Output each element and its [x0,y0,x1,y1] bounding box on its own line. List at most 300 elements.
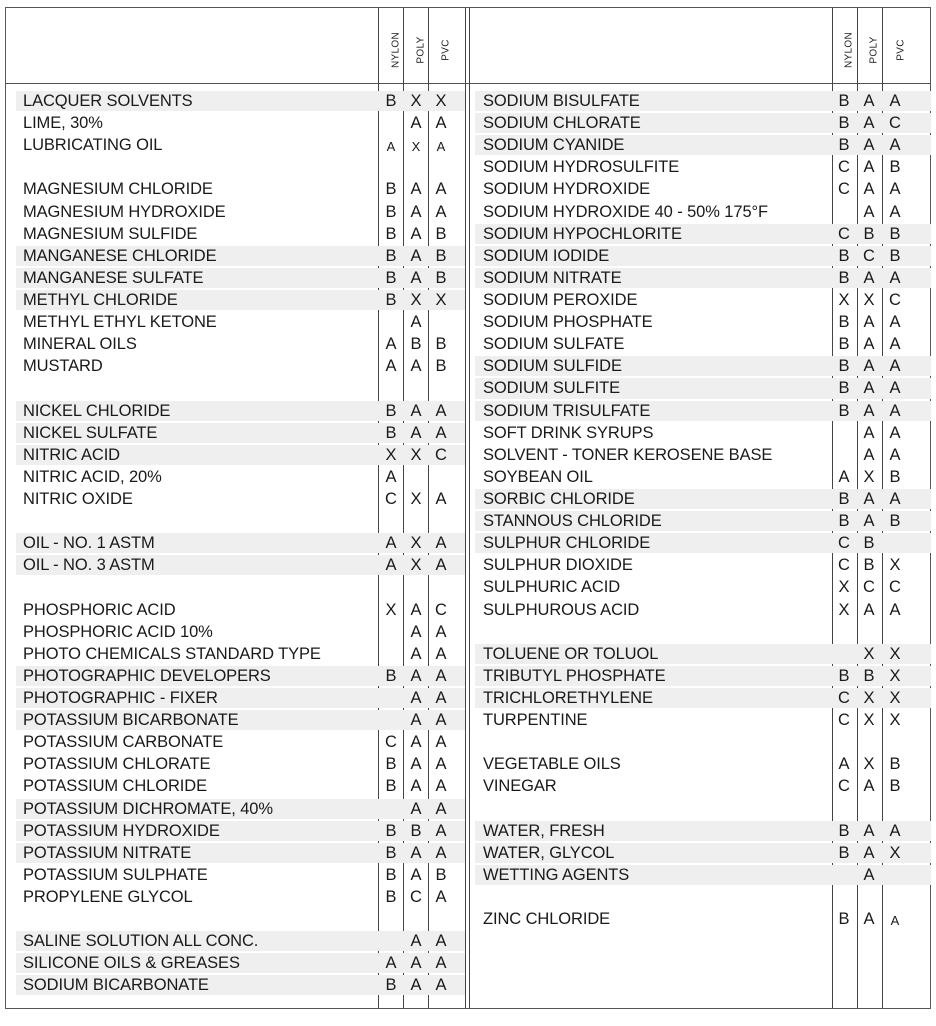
chemical-name: SODIUM SULFIDE [483,357,622,376]
rating-pvc: A [435,733,447,752]
table-row [6,201,465,223]
spacer-row [469,731,931,753]
rating-poly: A [410,932,422,951]
row-shading [16,378,465,398]
chemical-name: MAGNESIUM CHLORIDE [23,180,213,199]
rating-pvc: A [435,843,447,862]
rating-nylon: B [385,821,397,840]
chemical-name: SODIUM CYANIDE [483,136,625,155]
rating-nylon: X [838,290,850,309]
rating-nylon: X [385,445,397,464]
rating-pvc: X [435,290,447,309]
rating-poly: A [863,335,875,354]
rating-nylon: B [838,512,850,531]
chemical-name: MAGNESIUM HYDROXIDE [23,202,226,221]
left-header-poly [409,22,433,78]
rating-poly: A [410,799,422,818]
rating-pvc: C [889,114,901,133]
rating-pvc: X [889,711,901,730]
rating-nylon: X [838,600,850,619]
row-shading [475,732,931,752]
table-row [6,466,465,488]
rating-nylon: B [385,246,397,265]
chemical-name: ZINC CHLORIDE [483,910,611,929]
rating-poly: A [410,180,422,199]
table-row [469,576,931,598]
rating-nylon: B [385,224,397,243]
rating-poly: A [863,600,875,619]
rating-pvc: B [889,467,901,486]
rating-pvc: A [889,357,901,376]
rating-pvc: A [890,913,900,929]
table-row [469,709,931,731]
header-divider [6,83,930,84]
rating-pvc: A [889,489,901,508]
rating-poly: B [410,335,422,354]
rating-poly: X [410,534,422,553]
rating-nylon: C [385,489,397,508]
table-row [6,444,465,466]
rating-poly: X [410,290,422,309]
table-row [469,753,931,775]
rating-poly: X [863,290,875,309]
rating-poly: A [410,976,422,995]
rating-nylon: B [385,666,397,685]
rating-pvc: X [435,92,447,110]
rating-poly: A [410,688,422,707]
rating-nylon: A [385,357,397,376]
chemical-name: WATER, GLYCOL [483,843,615,862]
rating-poly: A [863,512,875,531]
table-row [6,798,465,820]
header-pvc-label: PVC [895,39,907,61]
chemical-name: SODIUM BISULFATE [483,92,640,110]
row-shading [475,622,931,642]
rating-pvc: A [435,401,447,420]
table-row [469,90,931,112]
chemical-name: SULPHUR DIOXIDE [483,556,633,575]
rating-pvc: B [889,512,901,531]
table-row [469,355,931,377]
rating-pvc: B [435,246,447,265]
chemical-name: MANGANESE SULFATE [23,268,204,287]
rating-pvc: A [889,379,901,398]
chemical-name: TRICHLORETHYLENE [483,688,653,707]
rating-nylon: B [838,489,850,508]
table-row [6,134,465,156]
rating-poly: A [410,954,422,973]
chemical-name: SODIUM CHLORATE [483,114,641,133]
table-row [6,775,465,797]
chemical-name: NICKEL CHLORIDE [23,401,171,420]
chemical-name: SODIUM HYDROXIDE 40 - 50% 175°F [483,202,768,221]
rating-pvc: B [435,224,447,243]
spacer-row [6,377,465,399]
chemical-name: SODIUM PHOSPHATE [483,313,653,332]
table-row [469,532,931,554]
table-row [469,820,931,842]
chemical-name: PHOSPHORIC ACID 10% [23,622,213,641]
rating-pvc: B [889,158,901,177]
rating-poly: X [410,92,422,110]
header-poly-label: POLY [868,36,880,64]
chemical-name: TRIBUTYL PHOSPHATE [483,666,666,685]
row-shading [16,909,465,929]
chemical-name: POTASSIUM NITRATE [23,843,192,862]
rating-pvc: B [435,865,447,884]
rating-poly: A [863,910,875,929]
table-row [6,178,465,200]
rating-pvc: X [889,556,901,575]
rating-poly: A [410,224,422,243]
row-shading [16,577,465,597]
chemical-name: VINEGAR [483,777,557,796]
rating-pvc: B [889,246,901,265]
rating-nylon: X [838,578,850,597]
rating-pvc: A [435,777,447,796]
rating-pvc: A [435,644,447,663]
rating-nylon: B [838,379,850,398]
rating-pvc: B [889,777,901,796]
chemical-name: LUBRICATING OIL [23,136,163,155]
chemical-name: PHOTOGRAPHIC DEVELOPERS [23,666,271,685]
rating-pvc: A [889,313,901,332]
rating-pvc: A [435,932,447,951]
chemical-name: OIL - NO. 1 ASTM [23,534,155,553]
chemical-name: POTASSIUM BICARBONATE [23,711,239,730]
rating-poly: A [863,92,875,110]
rating-poly: A [410,423,422,442]
chemical-name: SULPHUR CHLORIDE [483,534,651,553]
rating-nylon: C [838,556,850,575]
rating-nylon: B [385,777,397,796]
rating-nylon: X [385,600,397,619]
rating-nylon: C [385,733,397,752]
table-row [6,333,465,355]
column-rule [465,8,466,1008]
rating-pvc: A [435,666,447,685]
chemical-name: MAGNESIUM SULFIDE [23,224,198,243]
table-row [469,687,931,709]
table-row [469,134,931,156]
chemical-name: POTASSIUM CHLORATE [23,755,211,774]
rating-nylon: B [385,92,397,110]
rating-nylon: C [838,224,850,243]
table-row [469,156,931,178]
chemical-name: WETTING AGENTS [483,865,630,884]
rating-pvc: C [889,290,901,309]
rating-poly: X [410,556,422,575]
rating-nylon: B [838,246,850,265]
row-shading [475,887,931,907]
table-row [469,643,931,665]
rating-poly: A [410,622,422,641]
rating-poly: C [863,578,875,597]
rating-poly: A [863,821,875,840]
rating-nylon: B [385,401,397,420]
rating-poly: B [863,534,875,553]
chemical-name: NITRIC ACID [23,445,120,464]
chemical-name: POTASSIUM CHLORIDE [23,777,208,796]
rating-nylon: A [386,139,396,155]
chemical-name: NICKEL SULFATE [23,423,158,442]
chemical-name: SODIUM IODIDE [483,246,610,265]
chemical-name: POTASSIUM DICHROMATE, 40% [23,799,273,818]
table-row [469,422,931,444]
rating-poly: B [863,556,875,575]
rating-poly: A [863,379,875,398]
rating-poly: X [410,489,422,508]
rating-pvc: B [889,224,901,243]
rating-pvc: A [436,139,446,155]
rating-pvc: C [889,578,901,597]
chemical-name: MUSTARD [23,357,103,376]
table-row [6,665,465,687]
rating-poly: A [410,843,422,862]
chemical-name: SULPHURIC ACID [483,578,621,597]
rating-pvc: A [889,92,901,110]
rating-nylon: B [385,423,397,442]
header-pvc-label: PVC [440,39,452,61]
chemical-name: STANNOUS CHLORIDE [483,512,662,531]
rating-poly: A [410,711,422,730]
chemical-name: LACQUER SOLVENTS [23,92,193,110]
rating-poly: A [863,357,875,376]
rating-pvc: A [435,688,447,707]
rating-nylon: C [838,180,850,199]
rating-poly: A [410,666,422,685]
rating-nylon: B [838,357,850,376]
table-row [6,974,465,996]
chemical-name: SODIUM NITRATE [483,268,622,287]
chemical-name: MINERAL OILS [23,335,137,354]
rating-pvc: A [435,180,447,199]
chemical-name: POTASSIUM CARBONATE [23,733,224,752]
table-row [469,842,931,864]
rating-poly: A [410,246,422,265]
table-row [469,908,931,930]
table-row [6,422,465,444]
chemical-name: SODIUM SULFATE [483,335,625,354]
rating-poly: A [863,202,875,221]
chemical-name: OIL - NO. 3 ASTM [23,556,155,575]
rating-poly: A [863,180,875,199]
right-header-pvc [889,22,913,78]
rating-pvc: A [435,821,447,840]
rating-pvc: X [889,843,901,862]
rating-nylon: A [385,335,397,354]
spacer-row [469,798,931,820]
left-chemical-list [6,90,465,996]
chemical-resistance-table [5,7,931,1009]
chemical-name: SODIUM BICARBONATE [23,976,209,995]
table-row [469,377,931,399]
rating-nylon: A [385,556,397,575]
table-row [6,709,465,731]
rating-nylon: A [385,467,397,486]
spacer-row [469,621,931,643]
spacer-row [6,510,465,532]
header-nylon-label: NYLON [390,32,402,68]
rating-poly: X [863,755,875,774]
rating-nylon: A [838,755,850,774]
rating-nylon: B [838,313,850,332]
rating-nylon: B [838,401,850,420]
table-row [6,687,465,709]
chemical-name: TURPENTINE [483,711,588,730]
rating-poly: C [863,246,875,265]
rating-nylon: A [838,467,850,486]
table-row [469,775,931,797]
rating-pvc: A [435,622,447,641]
table-row [6,554,465,576]
rating-pvc: A [435,887,447,906]
rating-pvc: A [435,489,447,508]
rating-pvc: A [889,423,901,442]
rating-nylon: C [838,158,850,177]
rating-nylon: C [838,534,850,553]
rating-poly: A [410,865,422,884]
rating-nylon: B [385,865,397,884]
chemical-name: NITRIC ACID, 20% [23,467,162,486]
table-row [6,355,465,377]
table-row [6,886,465,908]
rating-nylon: B [838,92,850,110]
rating-nylon: B [385,202,397,221]
header-poly-label: POLY [415,36,427,64]
rating-pvc: B [435,335,447,354]
header-nylon-label: NYLON [843,32,855,68]
rating-pvc: A [889,401,901,420]
chemical-name: PHOSPHORIC ACID [23,600,176,619]
rating-pvc: A [889,821,901,840]
chemical-name: PHOTOGRAPHIC - FIXER [23,688,218,707]
chemical-name: MANGANESE CHLORIDE [23,246,217,265]
table-row [6,223,465,245]
chemical-name: SODIUM HYDROXIDE [483,180,651,199]
rating-pvc: A [889,445,901,464]
rating-poly: A [863,158,875,177]
spacer-row [6,908,465,930]
rating-pvc: A [435,711,447,730]
chemical-name: VEGETABLE OILS [483,755,621,774]
rating-nylon: B [385,755,397,774]
table-row [6,731,465,753]
row-shading [475,799,931,819]
table-row [469,665,931,687]
table-row [6,90,465,112]
row-shading [16,511,465,531]
rating-pvc: A [435,954,447,973]
rating-nylon: B [838,666,850,685]
rating-poly: A [863,777,875,796]
table-row [469,267,931,289]
chemical-name: SULPHUROUS ACID [483,600,640,619]
rating-nylon: B [385,290,397,309]
rating-poly: C [410,887,422,906]
chemical-name: POTASSIUM HYDROXIDE [23,821,220,840]
rating-pvc: X [889,688,901,707]
table-row [469,201,931,223]
rating-pvc: X [889,644,901,663]
rating-poly: X [411,139,421,155]
chemical-name: LIME, 30% [23,114,103,133]
rating-nylon: B [385,268,397,287]
chemical-name: TOLUENE OR TOLUOL [483,644,659,663]
rating-poly: A [410,733,422,752]
rating-poly: A [410,114,422,133]
rating-nylon: B [838,843,850,862]
table-row [6,400,465,422]
table-row [6,621,465,643]
rating-poly: A [863,136,875,155]
rating-poly: A [410,202,422,221]
rating-nylon: B [838,335,850,354]
rating-pvc: X [889,666,901,685]
rating-poly: A [863,268,875,287]
rating-pvc: A [889,180,901,199]
chemical-name: PHOTO CHEMICALS STANDARD TYPE [23,644,321,663]
table-row [469,864,931,886]
rating-pvc: A [435,534,447,553]
rating-poly: A [410,755,422,774]
rating-nylon: C [838,688,850,707]
table-row [6,267,465,289]
rating-poly: A [410,777,422,796]
rating-poly: X [863,644,875,663]
rating-poly: A [863,445,875,464]
rating-nylon: B [385,843,397,862]
rating-nylon: B [385,976,397,995]
rating-poly: A [410,313,422,332]
rating-pvc: B [435,268,447,287]
rating-poly: A [863,401,875,420]
table-row [6,753,465,775]
rating-pvc: A [435,755,447,774]
table-row [469,178,931,200]
chemical-name: SODIUM HYPOCHLORITE [483,224,682,243]
table-row [469,444,931,466]
table-row [6,952,465,974]
rating-pvc: A [435,976,447,995]
rating-pvc: A [435,799,447,818]
table-row [6,820,465,842]
chemical-name: SORBIC CHLORIDE [483,489,635,508]
chemical-name: NITRIC OXIDE [23,489,133,508]
rating-nylon: B [385,887,397,906]
spacer-row [469,886,931,908]
chemical-name: PROPYLENE GLYCOL [23,887,193,906]
rating-nylon: B [838,268,850,287]
table-row [6,864,465,886]
chemical-name: METHYL CHLORIDE [23,290,178,309]
chemical-name: WATER, FRESH [483,821,605,840]
chemical-name: POTASSIUM SULPHATE [23,865,208,884]
rating-nylon: A [385,954,397,973]
rating-pvc: A [889,268,901,287]
rating-poly: A [410,644,422,663]
rating-poly: A [410,268,422,287]
chemical-name: SILICONE OILS & GREASES [23,954,240,973]
row-shading [16,157,465,177]
table-row [469,333,931,355]
rating-nylon: C [838,711,850,730]
rating-pvc: A [889,136,901,155]
table-row [6,289,465,311]
rating-nylon: C [838,777,850,796]
table-row [6,842,465,864]
table-row [469,400,931,422]
